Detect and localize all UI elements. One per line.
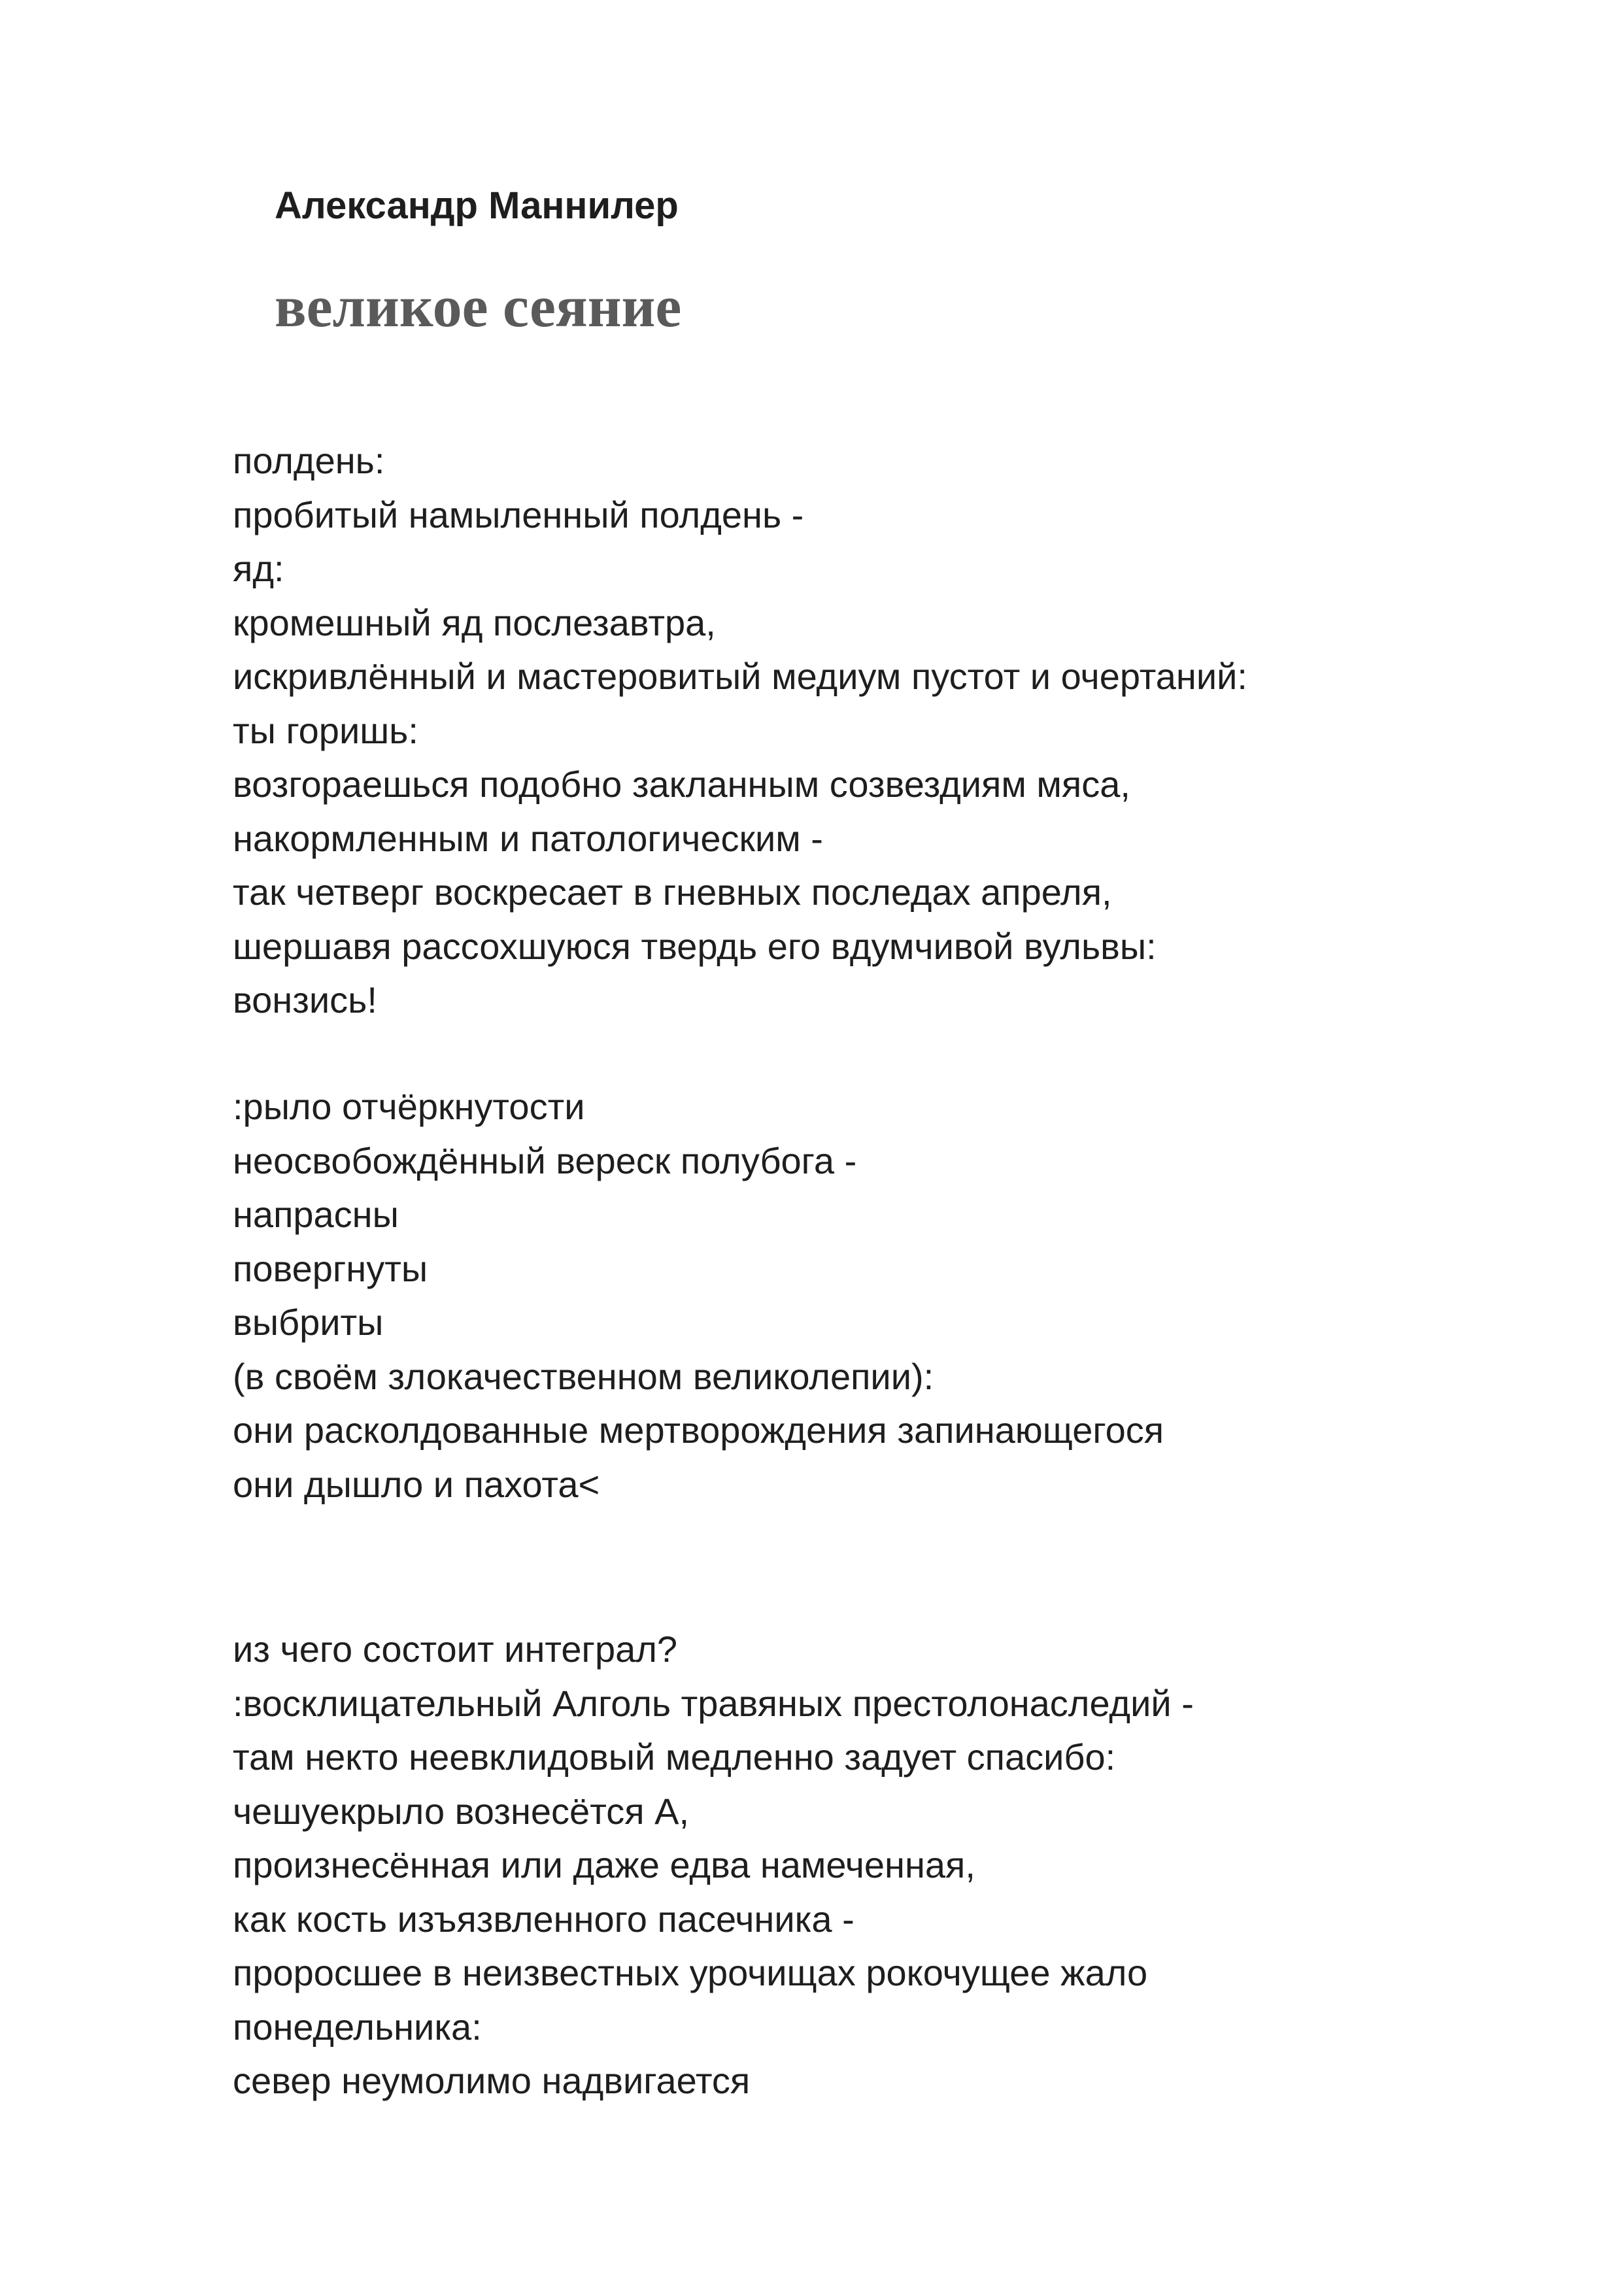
- stanza: [233, 1623, 1194, 2108]
- poem-line: они расколдованные мертворождения запинающегося: [233, 1409, 1164, 1451]
- poem-line: вонзись!: [233, 979, 377, 1020]
- poem-line: напрасны: [233, 1194, 399, 1235]
- poem-line: север неумолимо надвигается: [233, 2060, 751, 2101]
- poem-title: великое сеяние: [275, 275, 682, 339]
- poem-line: :восклицательный Алголь травяных престолонаследий -: [233, 1682, 1194, 1724]
- poem-line: кромешный яд послезавтра,: [233, 601, 716, 643]
- poem-line: шершавя рассохшуюся твердь его вдумчивой вульвы:: [233, 925, 1157, 967]
- poem-line: накормленным и патологическим -: [233, 817, 823, 859]
- poem-line: повергнуты: [233, 1247, 428, 1289]
- stanza: [233, 1080, 1164, 1511]
- poem-line: так четверг воскресает в гневных последах апреля,: [233, 871, 1112, 913]
- poem-line: полдень:: [233, 440, 385, 481]
- poem-line: возгораешься подобно закланным созвездиям мяса,: [233, 764, 1130, 805]
- poem-line: неосвобождённый вереск полубога -: [233, 1139, 857, 1181]
- stanza: [233, 434, 1247, 1028]
- poem-line: произнесённая или даже едва намеченная,: [233, 1844, 975, 1885]
- poem-line: проросшее в неизвестных урочищах рокочущее жало: [233, 1952, 1148, 1993]
- poem-line: там некто неевклидовый медленно задует спасибо:: [233, 1736, 1116, 1778]
- poem-line: искривлённый и мастеровитый медиум пустот и очертаний:: [233, 656, 1247, 697]
- poem-line: они дышло и пахота<: [233, 1463, 600, 1505]
- poem-line: (в своём злокачественном великолепии):: [233, 1355, 934, 1397]
- poem-line: :рыло отчёркнутости: [233, 1086, 585, 1127]
- poem-line: яд:: [233, 548, 284, 589]
- poem-line: из чего состоит интеграл?: [233, 1628, 678, 1670]
- poem-line: пробитый намыленный полдень -: [233, 494, 804, 535]
- author-name: Александр Маннилер: [275, 184, 679, 227]
- poem-line: как кость изъязвленного пасечника -: [233, 1898, 854, 1940]
- poem-line: понедельника:: [233, 2006, 482, 2048]
- poem-line: ты горишь:: [233, 709, 418, 751]
- poem-line: чешуекрыло вознесётся А,: [233, 1790, 690, 1832]
- poem-line: выбриты: [233, 1302, 384, 1343]
